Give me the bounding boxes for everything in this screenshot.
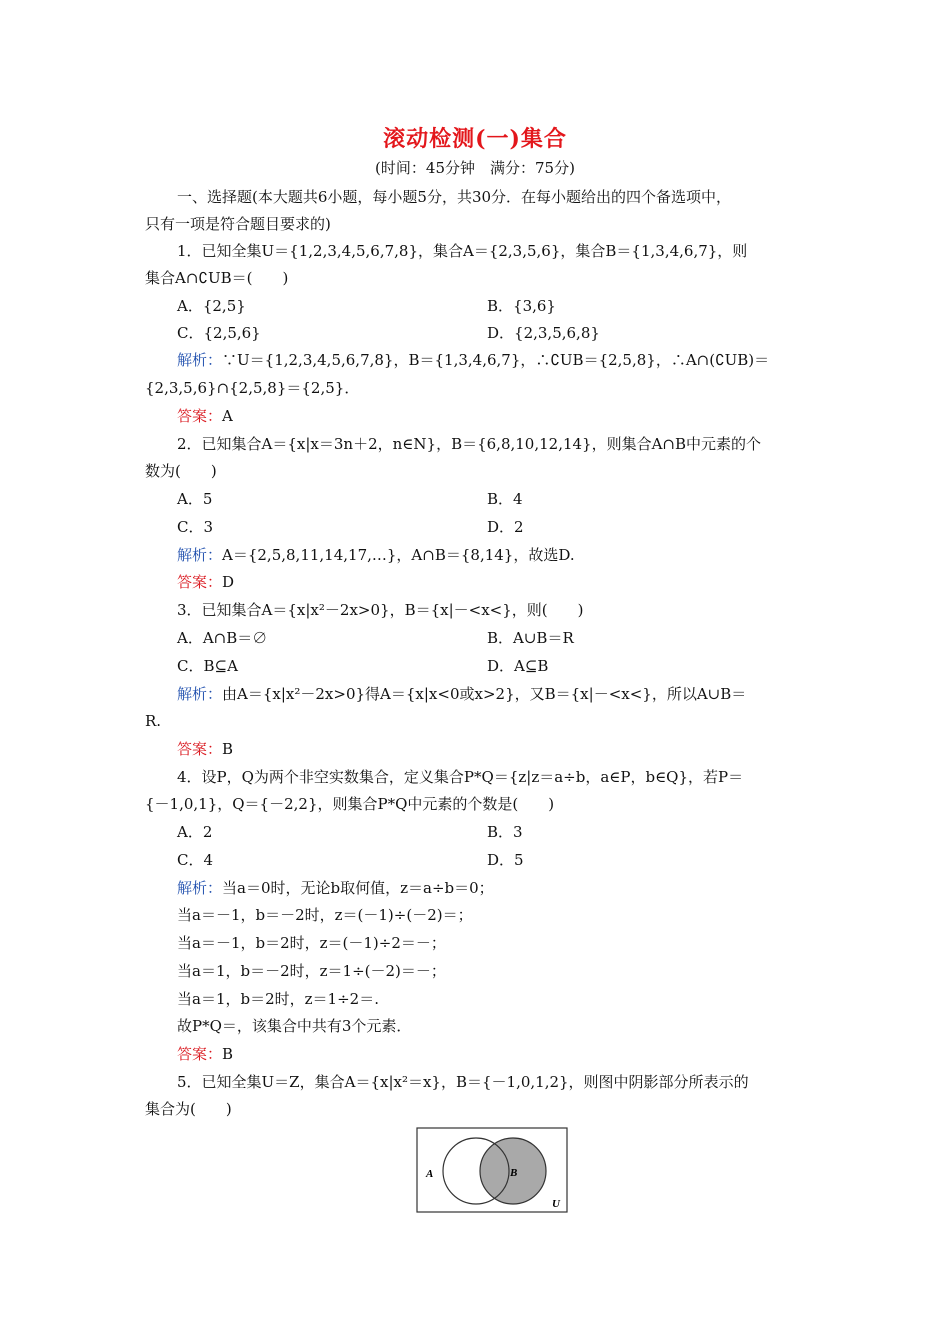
q3-analysis-text: 由A＝{x|x²－2x>0}得A＝{x|x<0或x>2}，又B＝{x|－<x<}，所以A∪B＝ bbox=[222, 685, 747, 703]
q4-stem-cont: {－1,0,1}，Q＝{－2,2}，则集合P*Q中元素的个数是( ) bbox=[145, 795, 555, 813]
q5-stem-cont: 集合为( ) bbox=[145, 1100, 232, 1118]
q4-answer-value: B bbox=[222, 1045, 234, 1063]
q2-answer-value: D bbox=[222, 573, 235, 591]
q2-analysis bbox=[177, 545, 807, 565]
answer-label: 答案： bbox=[177, 407, 223, 425]
q4-option-a: A．2 bbox=[177, 823, 213, 841]
q2-option-a: A．5 bbox=[177, 490, 213, 508]
analysis-label: 解析： bbox=[177, 351, 223, 369]
universal-set-label: U bbox=[552, 1198, 560, 1210]
q4-analysis-text: 当a＝0时，无论b取何值，z＝a÷b＝0； bbox=[222, 879, 494, 897]
page-title: 滚动检测(一)集合 bbox=[383, 126, 567, 152]
q4-option-b: B．3 bbox=[487, 823, 523, 841]
q4-analysis-case3: 当a＝－1，b＝2时，z＝(－1)÷2＝－； bbox=[177, 934, 446, 952]
answer-label: 答案： bbox=[177, 740, 223, 758]
q4-answer bbox=[177, 1044, 807, 1064]
q1-answer-value: A bbox=[222, 407, 233, 425]
q2-stem-cont: 数为( ) bbox=[145, 462, 217, 480]
q2-option-c: C．3 bbox=[177, 518, 214, 536]
q2-option-b: B．4 bbox=[487, 490, 523, 508]
q3-analysis-cont: R. bbox=[145, 712, 162, 730]
exam-info: (时间：45分钟 满分：75分) bbox=[375, 159, 575, 177]
q2-analysis-text: A＝{2,5,8,11,14,17,…}，A∩B＝{8,14}，故选D. bbox=[222, 546, 575, 564]
q4-option-c: C．4 bbox=[177, 851, 214, 869]
answer-label: 答案： bbox=[177, 1045, 223, 1063]
q1-analysis bbox=[177, 350, 807, 370]
q1-stem: 1．已知全集U＝{1,2,3,4,5,6,7,8}，集合A＝{2,3,5,6}，集合B＝{1,3,4,6,7}，则 bbox=[177, 242, 748, 260]
answer-label: 答案： bbox=[177, 573, 223, 591]
q4-analysis bbox=[177, 878, 807, 898]
q4-analysis-conclusion: 故P*Q＝，该集合中共有3个元素． bbox=[177, 1017, 412, 1035]
q1-option-c: C．{2,5,6} bbox=[177, 324, 261, 342]
analysis-label: 解析： bbox=[177, 879, 223, 897]
analysis-label: 解析： bbox=[177, 546, 223, 564]
q1-option-b: B．{3,6} bbox=[487, 297, 556, 315]
q1-answer bbox=[177, 406, 807, 426]
q4-analysis-case2: 当a＝－1，b＝－2时，z＝(－1)÷(－2)＝； bbox=[177, 906, 473, 924]
q2-answer bbox=[177, 572, 807, 592]
q5-stem: 5．已知全集U＝Z，集合A＝{x|x²＝x}，B＝{－1,0,1,2}，则图中阴影部分所表示的 bbox=[177, 1073, 749, 1091]
q4-analysis-case4: 当a＝1，b＝－2时，z＝1÷(－2)＝－； bbox=[177, 962, 446, 980]
q1-stem-cont: 集合A∩∁UB＝( ) bbox=[145, 269, 289, 287]
set-b-label: B bbox=[510, 1167, 518, 1179]
q3-stem: 3．已知集合A＝{x|x²－2x>0}，B＝{x|－<x<}，则( ) bbox=[177, 601, 584, 619]
q4-stem: 4．设P，Q为两个非空实数集合，定义集合P*Q＝{z|z＝a÷b，a∈P，b∈Q}，若P＝ bbox=[177, 768, 744, 786]
q3-option-a: A．A∩B＝∅ bbox=[177, 629, 268, 647]
q2-stem: 2．已知集合A＝{x|x＝3n＋2，n∈N}，B＝{6,8,10,12,14}，则集合A∩B中元素的个 bbox=[177, 435, 762, 453]
q3-answer bbox=[177, 739, 807, 759]
q3-answer-value: B bbox=[222, 740, 234, 758]
venn-diagram bbox=[416, 1127, 568, 1213]
q3-option-b: B．A∪B＝R bbox=[487, 629, 574, 647]
q4-analysis-case5: 当a＝1，b＝2时，z＝1÷2＝. bbox=[177, 990, 379, 1008]
set-a-label: A bbox=[426, 1168, 434, 1180]
section-instruction: 一、选择题(本大题共6小题，每小题5分，共30分．在每小题给出的四个备选项中， bbox=[177, 188, 732, 206]
q1-option-a: A．{2,5} bbox=[177, 297, 246, 315]
q3-option-d: D．A⊆B bbox=[487, 657, 549, 675]
section-instruction-cont: 只有一项是符合题目要求的) bbox=[145, 215, 331, 233]
q4-option-d: D．5 bbox=[487, 851, 524, 869]
q3-option-c: C．B⊆A bbox=[177, 657, 238, 675]
q1-option-d: D．{2,3,5,6,8} bbox=[487, 324, 600, 342]
q2-option-d: D．2 bbox=[487, 518, 524, 536]
q1-analysis-cont: {2,3,5,6}∩{2,5,8}＝{2,5}． bbox=[145, 379, 360, 397]
analysis-label: 解析： bbox=[177, 685, 223, 703]
q3-analysis bbox=[177, 684, 807, 704]
q1-analysis-text: ∵U＝{1,2,3,4,5,6,7,8}，B＝{1,3,4,6,7}，∴∁UB＝{2,5,8}，∴A∩(∁UB)＝ bbox=[222, 351, 770, 369]
